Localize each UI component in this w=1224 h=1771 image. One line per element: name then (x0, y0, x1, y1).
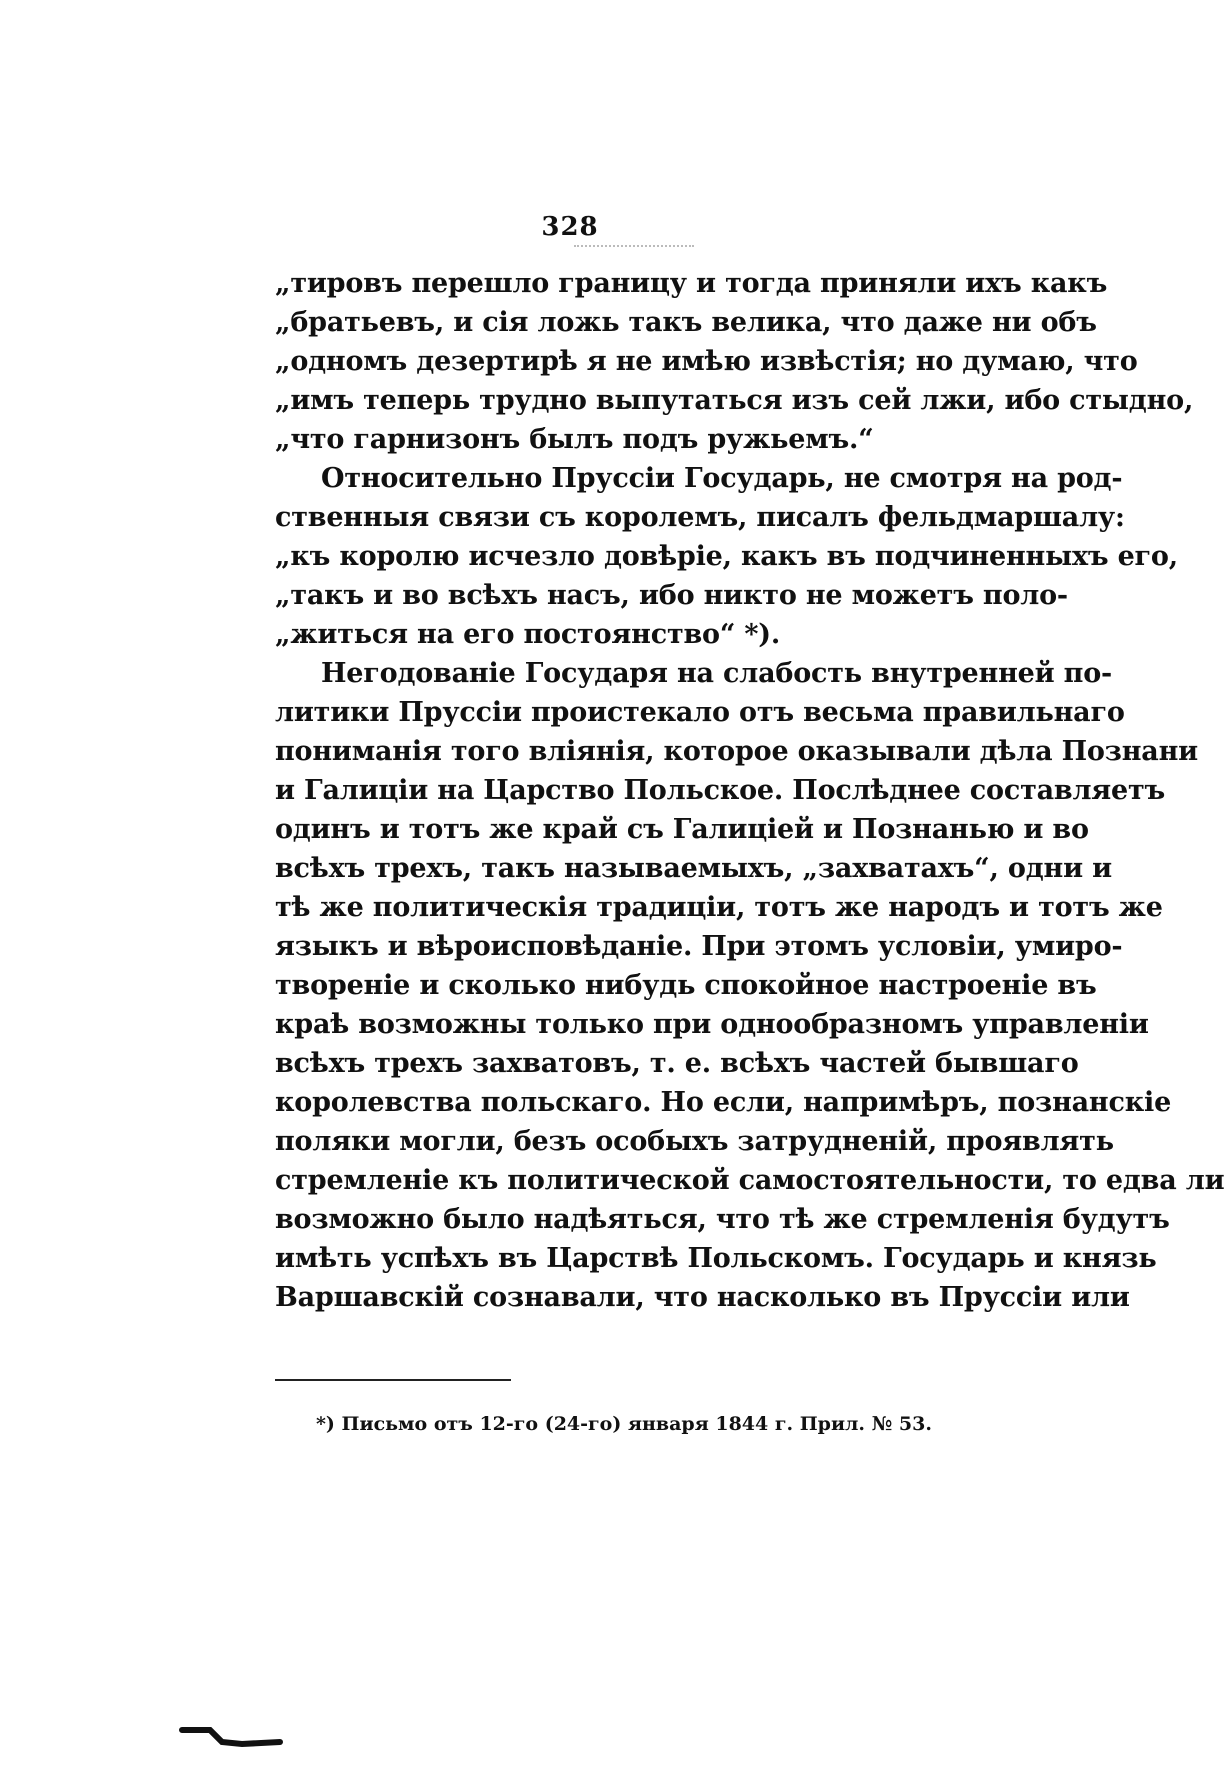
page-number: 328 (541, 212, 599, 242)
page-number-rule (574, 245, 694, 247)
text-line: Негодованіе Государя на слабость внутренней по- (321, 658, 1113, 689)
text-line: Варшавскій сознавали, что насколько въ Пруссіи или (275, 1282, 1130, 1313)
text-line: „житься на его постоянство“ *). (275, 619, 781, 650)
text-line: твореніе и сколько нибудь спокойное настроеніе въ (275, 970, 1097, 1001)
text-line: „что гарнизонъ былъ подъ ружьемъ.“ (275, 424, 874, 455)
text-line: и Галиціи на Царство Польское. Послѣднее составляетъ (275, 775, 1166, 806)
text-line: стремленіе къ политической самостоятельности, то едва ли (275, 1165, 1224, 1196)
printer-mark-icon (180, 1720, 300, 1760)
text-line: Относительно Пруссіи Государь, не смотря на род- (321, 463, 1123, 494)
text-line: „братьевъ, и сія ложь такъ велика, что даже ни объ (275, 307, 1097, 338)
text-line: литики Пруссіи проистекало отъ весьма правильнаго (275, 697, 1125, 728)
text-line: „тировъ перешло границу и тогда приняли ихъ какъ (275, 268, 1108, 299)
text-line: языкъ и вѣроисповѣданіе. При этомъ условіи, умиро- (275, 931, 1123, 962)
text-line: всѣхъ трехъ захватовъ, т. е. всѣхъ частей бывшаго (275, 1048, 1079, 1079)
text-line: королевства польскаго. Но если, напримѣръ, познанскіе (275, 1087, 1172, 1118)
text-line: пониманія того вліянія, которое оказывали дѣла Познани (275, 736, 1198, 767)
text-line: имѣть успѣхъ въ Царствѣ Польскомъ. Государь и князь (275, 1243, 1157, 1274)
text-line: „такъ и во всѣхъ насъ, ибо никто не можетъ поло- (275, 580, 1068, 611)
footnote: *) Письмо отъ 12-го (24-го) января 1844 г. Прил. № 53. (316, 1413, 932, 1435)
text-line: краѣ возможны только при однообразномъ управленіи (275, 1009, 1149, 1040)
text-line: тѣ же политическія традиціи, тотъ же народъ и тотъ же (275, 892, 1163, 923)
text-line: ственныя связи съ королемъ, писалъ фельдмаршалу: (275, 502, 1125, 533)
text-line: „имъ теперь трудно выпутаться изъ сей лжи, ибо стыдно, (275, 385, 1194, 416)
text-line: „къ королю исчезло довѣріе, какъ въ подчиненныхъ его, (275, 541, 1178, 572)
body-text (275, 264, 1224, 1317)
text-line: одинъ и тотъ же край съ Галиціей и Познанью и во (275, 814, 1089, 845)
text-line: всѣхъ трехъ, такъ называемыхъ, „захватахъ“, одни и (275, 853, 1112, 884)
footnote-rule (275, 1379, 511, 1381)
text-line: возможно было надѣяться, что тѣ же стремленія будутъ (275, 1204, 1170, 1235)
text-line: „одномъ дезертирѣ я не имѣю извѣстія; но думаю, что (275, 346, 1138, 377)
text-line: поляки могли, безъ особыхъ затрудненій, проявлять (275, 1126, 1114, 1157)
